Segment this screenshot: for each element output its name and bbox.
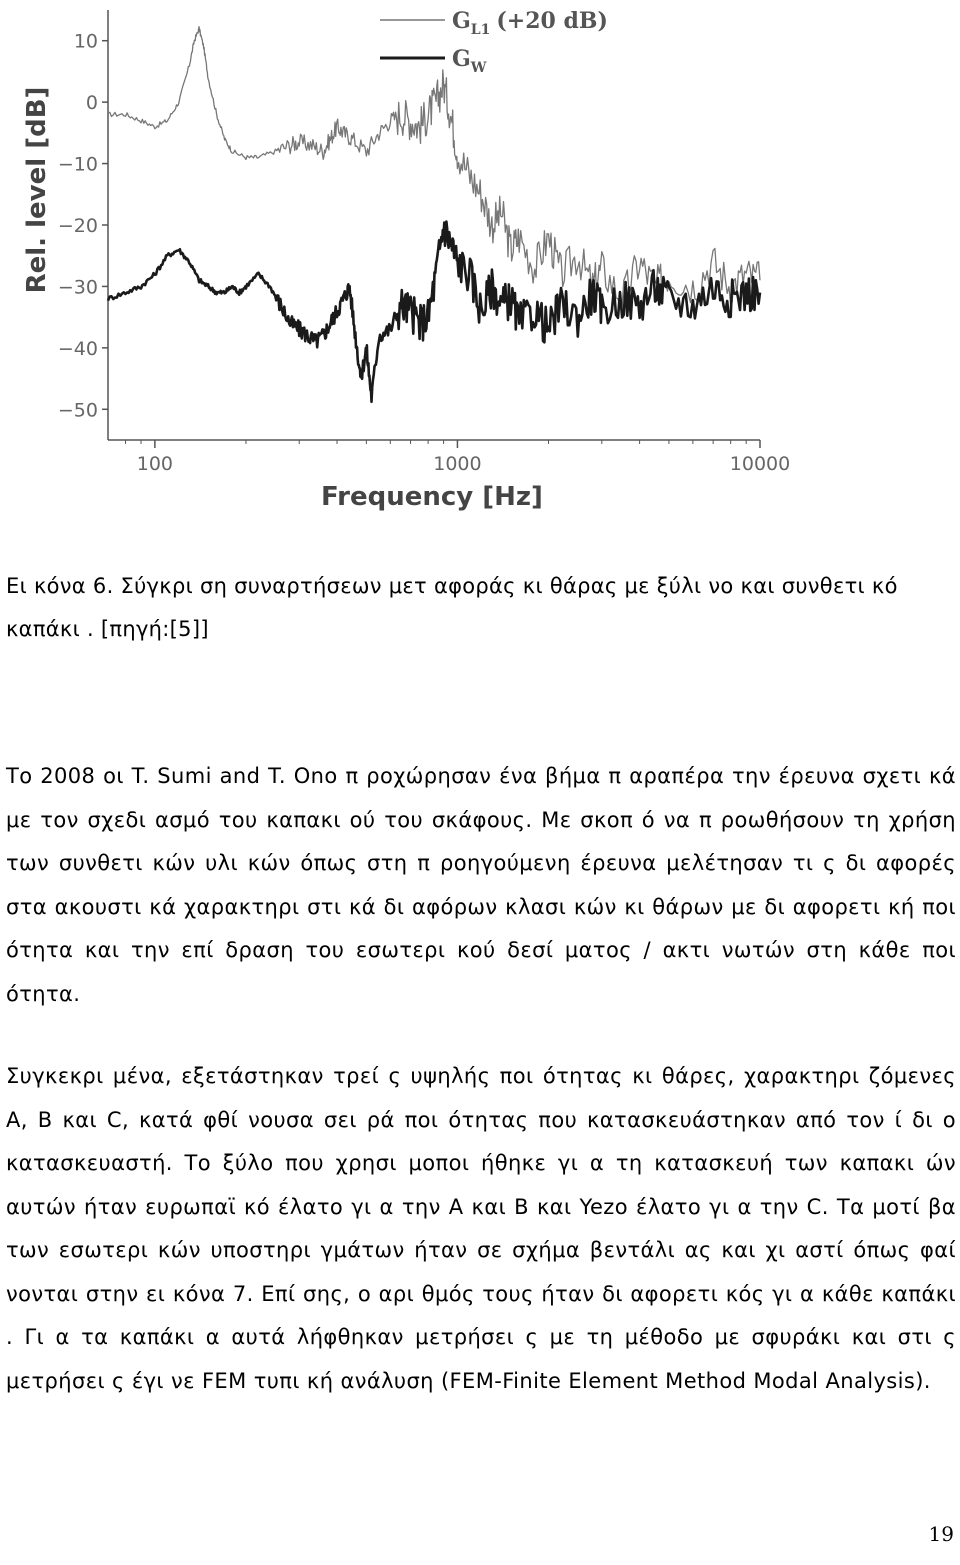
y-tick-label: −40 xyxy=(57,337,98,360)
x-axis-label: Frequency [Hz] xyxy=(321,482,543,512)
y-tick-label: −30 xyxy=(57,276,98,299)
legend xyxy=(380,8,608,76)
y-axis-label: Rel. level [dB] xyxy=(22,86,52,294)
y-tick-label: −10 xyxy=(57,153,98,176)
axes xyxy=(102,10,760,448)
x-tick-label: 10000 xyxy=(729,453,791,475)
body-paragraph-2: Συγκεκρι μένα, εξετάστηκαν τρεί ς υψηλής ποι ότητας κι θάρες, χαρακτηρι ζόμενες A, B και C, κατά φθί νουσα σει ρά ποι ότητας που κατασκευάστηκαν από τον ί δι ο κατασκευαστή. Το ξύλο που χρησι μοποι ήθηκε γι α τη κατασκευή των καπακι ών αυτών ήταν ευρωπαϊ κό έλατο γι α την A και B και Yezo έλατο γι α την C. Τα μοτί βα των εσωτερι κών υποστηρι γμάτων ήταν σε σχήμα βεντάλι ας και χι αστί όπως φαί νονται στην ει κόνα 7. Επί σης, ο αρι θμός τους ήταν δι αφορετι κός γι α κάθε καπάκι . Γι α τα καπάκι α αυτά λήφθηκαν μετρήσει ς με τη μέθοδο με σφυράκι και στι ς μετρήσει ς έγι νε FEM τυπι κή ανάλυση (FEM-Finite Element Method Modal Analysis). xyxy=(6,1064,956,1393)
series-line-1 xyxy=(108,27,760,308)
y-tick-label: 10 xyxy=(73,30,98,53)
legend-entry-2: $G_W$ xyxy=(452,46,487,76)
figure-caption: Ει κόνα 6. Σύγκρι ση συναρτήσεων μετ αφοράς κι θάρας με ξύλι νο και συνθετι κό καπάκι . [πηγή:[5]] xyxy=(6,574,898,641)
series-line-2 xyxy=(108,222,760,402)
body-paragraph-1: Το 2008 οι T. Sumi and T. Ono π ροχώρησαν ένα βήμα π αραπέρα την έρευνα σχετι κά με τον σχεδι ασμό του καπακι ού του σκάφους. Με σκοπ ό να π ροωθήσουν τη χρήση των συνθετι κών υλι κών όπως στη π ροηγούμενη έρευνα μελέτησαν τι ς δι αφορές στα ακουστι κά χαρακτηρι στι κά δι αφόρων κλασι κών κι θάρων με δι αφορετι κή ποι ότητα και την επί δραση του εσωτερι κού δεσί ματος / ακτι νωτών στη κάθε ποι ότητα. xyxy=(6,764,956,1006)
chart-canvas xyxy=(0,0,960,530)
y-tick-label: −50 xyxy=(57,399,98,422)
page-number: 19 xyxy=(928,1522,954,1546)
x-tick-label: 1000 xyxy=(433,453,482,475)
series-layer xyxy=(108,27,760,402)
x-tick-label: 100 xyxy=(136,453,174,475)
legend-entry-1: $G_{L1}$ (+20 dB) xyxy=(452,8,608,38)
y-tick-label: 0 xyxy=(85,92,98,115)
y-tick-label: −20 xyxy=(57,215,98,237)
frequency-response-chart xyxy=(0,0,960,530)
